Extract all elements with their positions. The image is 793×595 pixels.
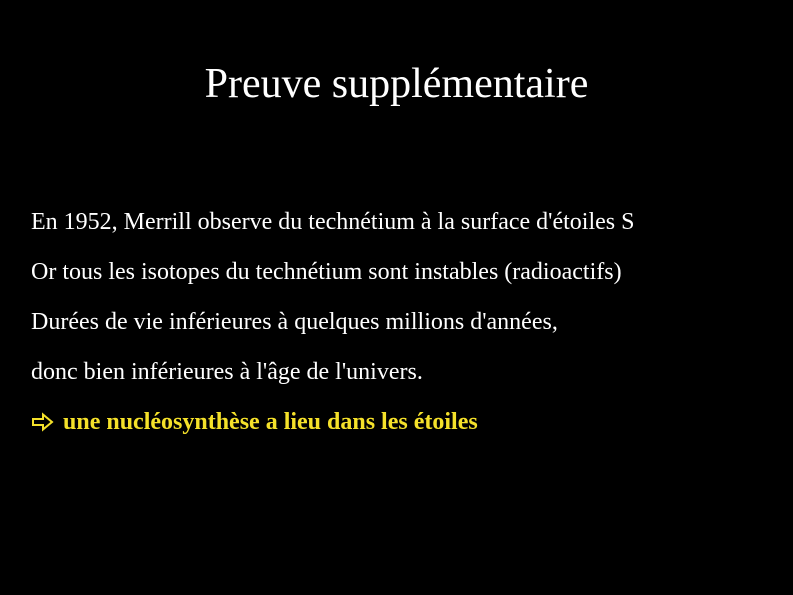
slide-title: Preuve supplémentaire (204, 61, 589, 107)
arrow-right-outline-icon (31, 412, 55, 432)
conclusion-line (31, 407, 781, 437)
conclusion-text: une nucléosynthèse a lieu dans les étoiles (63, 409, 478, 435)
body-line-2: Or tous les isotopes du technétium sont instables (radioactifs) (31, 259, 622, 285)
body-line-3: Durées de vie inférieures à quelques millions d'années, (31, 309, 558, 335)
body-line-1: En 1952, Merrill observe du technétium à la surface d'étoiles S (31, 209, 635, 235)
body-line-4: donc bien inférieures à l'âge de l'univers. (31, 359, 423, 385)
slide-body (31, 207, 781, 437)
